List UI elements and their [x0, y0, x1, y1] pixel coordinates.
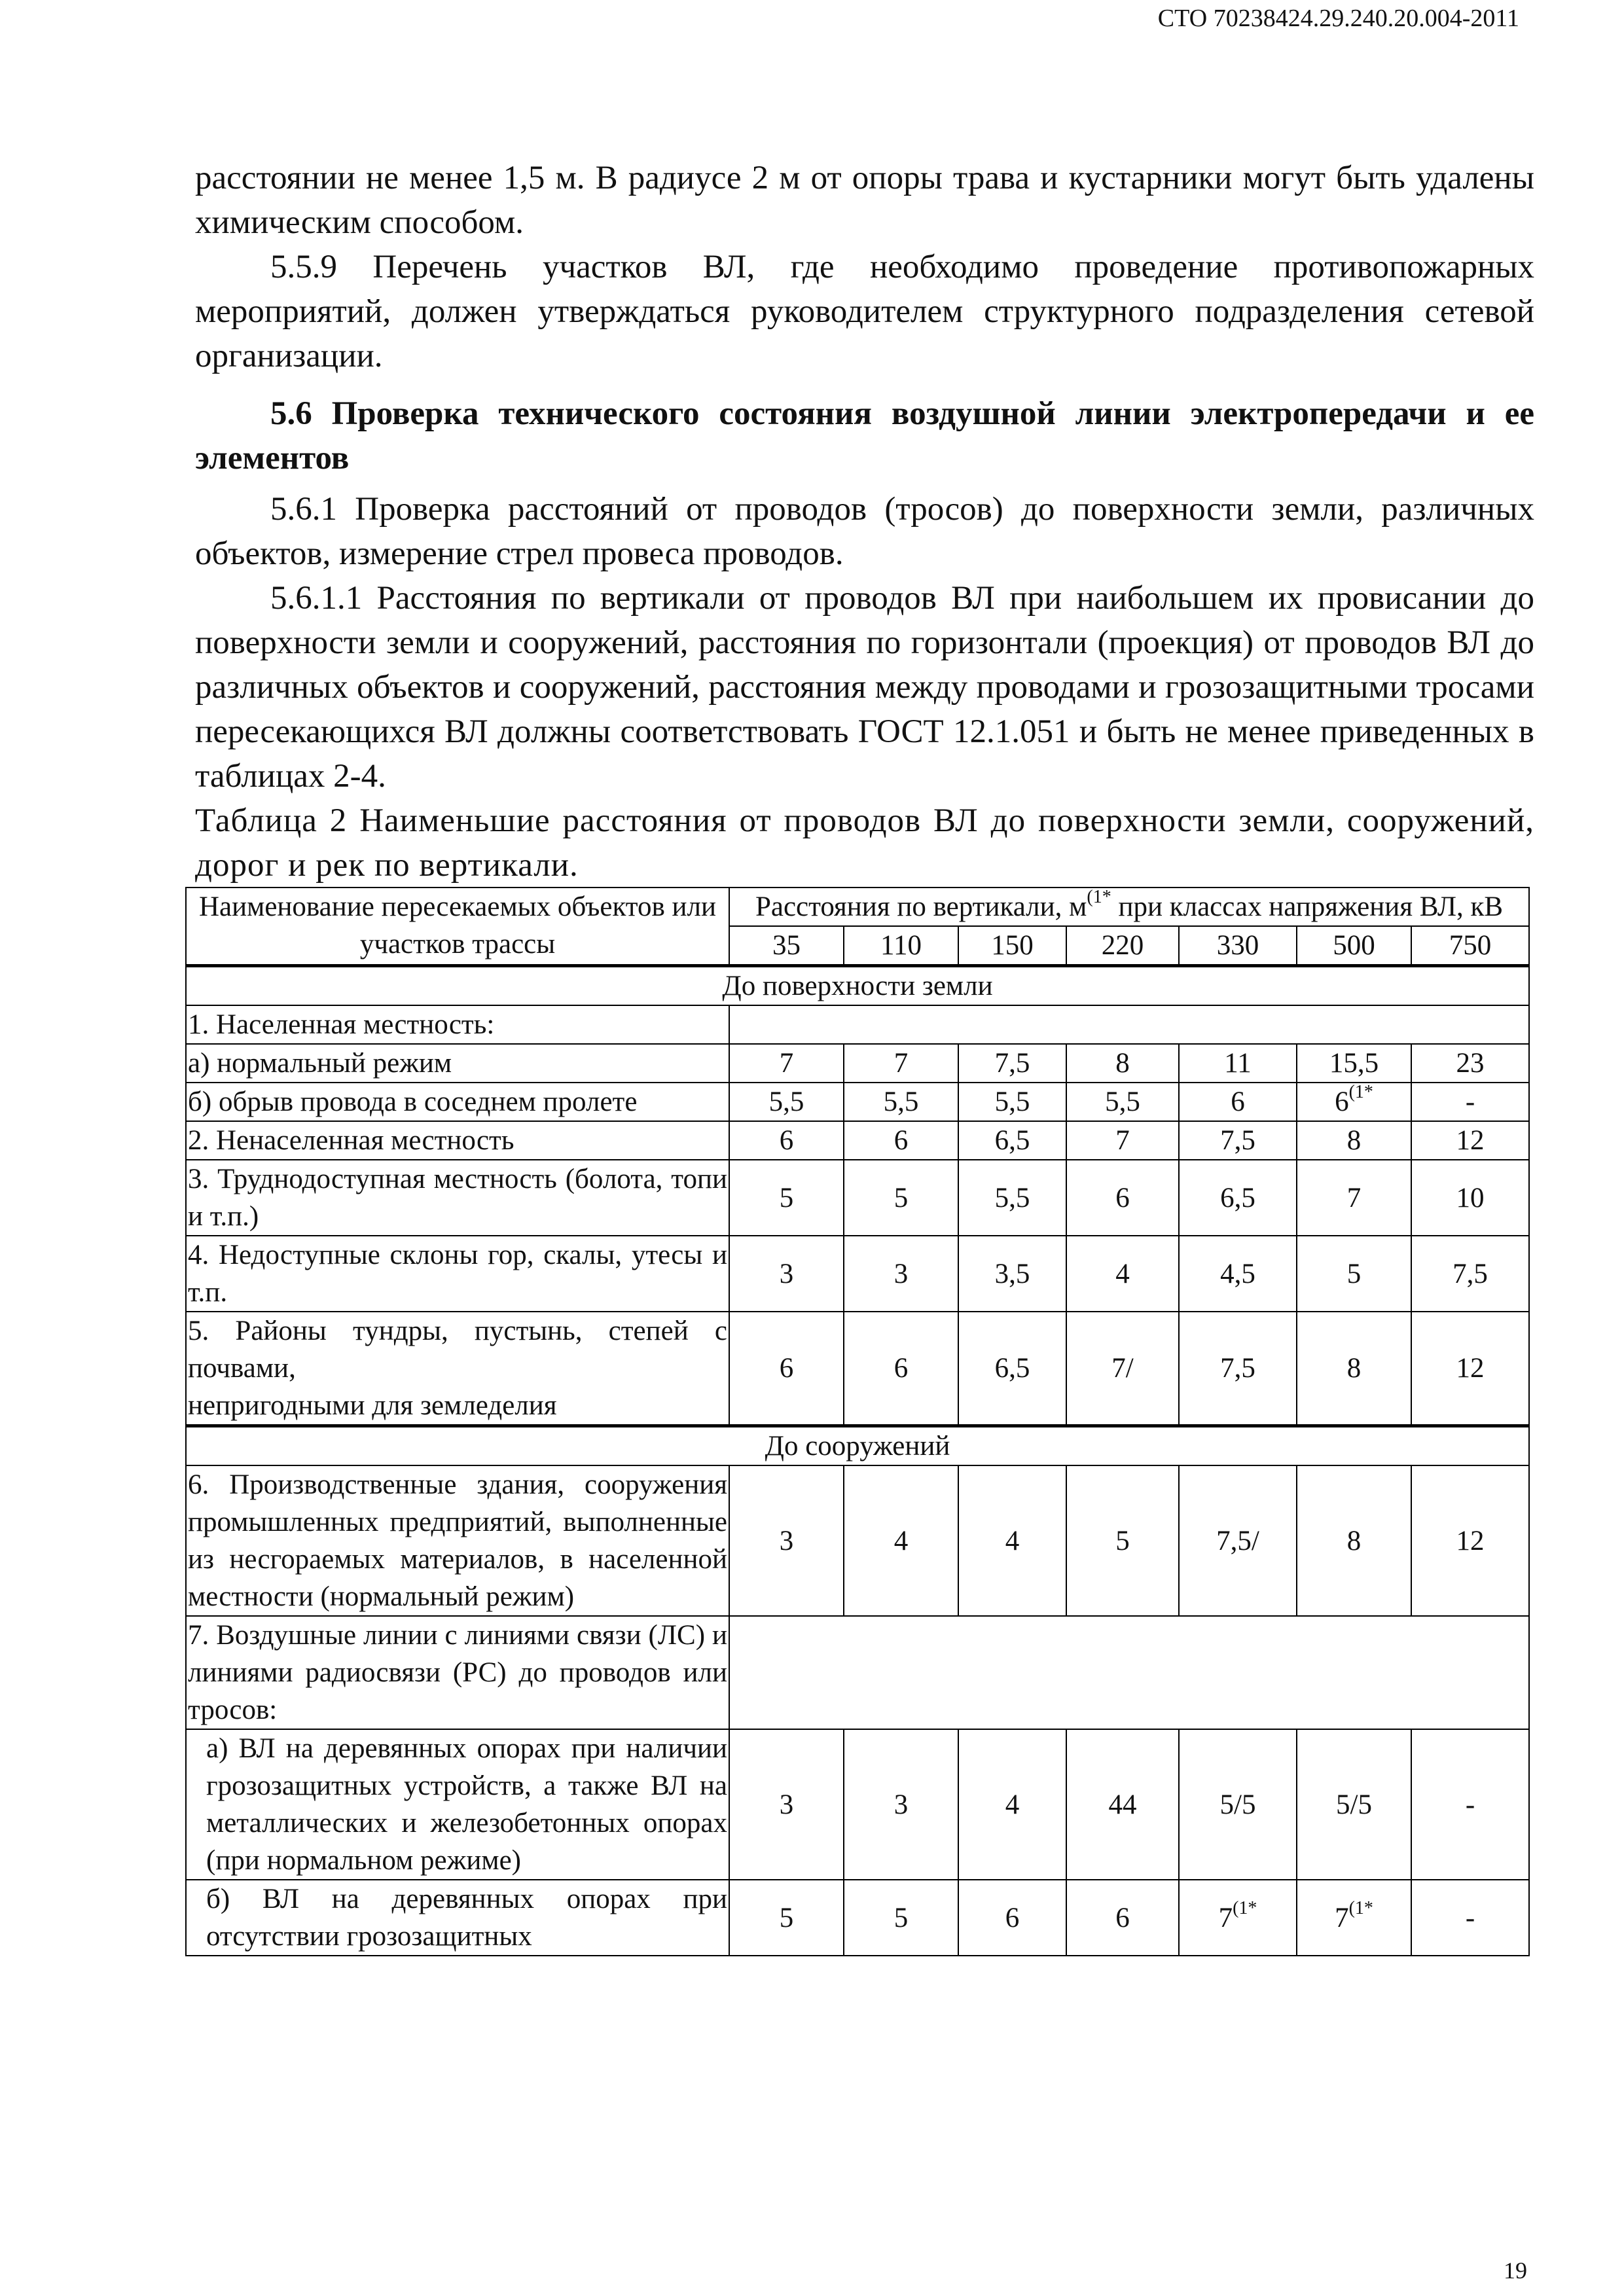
- table-cell: 6,5: [958, 1121, 1066, 1160]
- row-label-line: непригодными для земледелия: [188, 1390, 557, 1421]
- table-cell: -: [1411, 1880, 1529, 1956]
- empty-cell: [729, 1005, 1529, 1044]
- section-row-ground: [186, 966, 1529, 1006]
- table-cell: 3: [729, 1729, 844, 1880]
- table-cell: 5,5: [844, 1083, 958, 1121]
- table-cell: 7,5: [1179, 1121, 1297, 1160]
- row-label: 2. Ненаселенная местность: [186, 1121, 729, 1160]
- table-cell: 11: [1179, 1044, 1297, 1083]
- page-number: 19: [1504, 2257, 1527, 2284]
- table-cell: 5/5: [1297, 1729, 1411, 1880]
- table-cell: [1179, 1880, 1297, 1956]
- table-cell: 6: [1066, 1880, 1179, 1956]
- voltage-750: 750: [1411, 926, 1529, 966]
- table-row-1b: [186, 1083, 1529, 1121]
- table-cell: 8: [1066, 1044, 1179, 1083]
- table-cell: 6: [958, 1880, 1066, 1956]
- row-label: [186, 1312, 729, 1426]
- table-cell: 7,5: [1179, 1312, 1297, 1426]
- table-cell: 6: [1066, 1160, 1179, 1236]
- paragraph-5-6-1-1: 5.6.1.1 Расстояния по вертикали от проводов ВЛ при наибольшем их провисании до поверхности земли и сооружений, расстояния по горизонтали (проекция) от проводов ВЛ до различных объектов и сооружений, расстояния между проводами и грозозащитными тросами пересекающихся ВЛ должны соответствовать ГОСТ 12.1.051 и быть не менее приведенных в таблицах 2-4.: [195, 580, 1534, 795]
- footnote-mark: (1*: [1348, 1897, 1373, 1918]
- row-label: 1. Населенная местность:: [186, 1005, 729, 1044]
- table-cell: 7,5/: [1179, 1465, 1297, 1616]
- voltage-35: 35: [729, 926, 844, 966]
- table-row-3: [186, 1160, 1529, 1236]
- cell-value: 7: [1218, 1902, 1233, 1933]
- table-cell: 5: [729, 1880, 844, 1956]
- cell-value: 7: [1335, 1902, 1349, 1933]
- table-cell: 5,5: [1066, 1083, 1179, 1121]
- row-label: 4. Недоступные склоны гор, скалы, утесы и т.п.: [186, 1236, 729, 1312]
- row-label: 6. Производственные здания, сооружения промышленных предприятий, выполненные из несгораемых материалов, в населенной местности (нормальный режим): [186, 1465, 729, 1616]
- footnote-mark: (1*: [1087, 887, 1111, 907]
- paragraph-5-5-9: 5.5.9 Перечень участков ВЛ, где необходимо проведение противопожарных мероприятий, должен утверждаться руководителем структурного подразделения сетевой организации.: [195, 249, 1534, 374]
- table-cell: 15,5: [1297, 1044, 1411, 1083]
- table-cell: 6: [844, 1312, 958, 1426]
- table-cell: 6: [729, 1312, 844, 1426]
- table-cell: [1297, 1083, 1411, 1121]
- table-row-6: [186, 1465, 1529, 1616]
- table-cell: 4: [1066, 1236, 1179, 1312]
- voltage-110: 110: [844, 926, 958, 966]
- row-label: 3. Труднодоступная местность (болота, топи и т.п.): [186, 1160, 729, 1236]
- table-cell: 8: [1297, 1312, 1411, 1426]
- table-cell: 23: [1411, 1044, 1529, 1083]
- table-cell: 7/: [1066, 1312, 1179, 1426]
- table-cell: 5: [1066, 1465, 1179, 1616]
- table-row-5: [186, 1312, 1529, 1426]
- table-cell: 8: [1297, 1121, 1411, 1160]
- row-label: а) ВЛ на деревянных опорах при наличии грозозащитных устройств, а также ВЛ на металлических и железобетонных опорах (при нормальном режиме): [186, 1729, 729, 1880]
- document-body: [195, 156, 1534, 888]
- table-cell: 3: [844, 1729, 958, 1880]
- table-cell: 5: [729, 1160, 844, 1236]
- row-label: б) ВЛ на деревянных опорах при отсутствии грозозащитных: [186, 1880, 729, 1956]
- table-row-7: [186, 1616, 1529, 1729]
- table-cell: 7,5: [958, 1044, 1066, 1083]
- row-label: 7. Воздушные линии с линиями связи (ЛС) и линиями радиосвязи (РС) до проводов или тросов:: [186, 1616, 729, 1729]
- table-cell: -: [1411, 1729, 1529, 1880]
- section-heading-5-6: 5.6 Проверка технического состояния воздушной линии электропередачи и ее элементов: [195, 395, 1534, 476]
- section-ground-label: До поверхности земли: [186, 966, 1529, 1006]
- table-cell: 7,5: [1411, 1236, 1529, 1312]
- table-cell: 6: [729, 1121, 844, 1160]
- table-cell: 3: [729, 1465, 844, 1616]
- table-cell: 7: [1066, 1121, 1179, 1160]
- table-cell: 6: [1179, 1083, 1297, 1121]
- paragraph-fire-clearance: расстоянии не менее 1,5 м. В радиусе 2 м от опоры трава и кустарники могут быть удалены химическим способом.: [195, 160, 1534, 241]
- table-cell: 6,5: [1179, 1160, 1297, 1236]
- table-row-1: [186, 1005, 1529, 1044]
- row-label: а) нормальный режим: [186, 1044, 729, 1083]
- table-row-7a: [186, 1729, 1529, 1880]
- table-cell: 7: [844, 1044, 958, 1083]
- table-cell: 4: [844, 1465, 958, 1616]
- table-row-2: [186, 1121, 1529, 1160]
- table-cell: 12: [1411, 1465, 1529, 1616]
- table-row-7b: [186, 1880, 1529, 1956]
- table-cell: 5,5: [729, 1083, 844, 1121]
- table-cell: 3: [729, 1236, 844, 1312]
- table-cell: 7: [1297, 1160, 1411, 1236]
- column-header-group: [729, 888, 1529, 926]
- row-label-line: 5. Районы тундры, пустынь, степей с почвами,: [188, 1316, 727, 1384]
- document-code-header: СТО 70238424.29.240.20.004-2011: [1157, 5, 1519, 32]
- table-cell: 4,5: [1179, 1236, 1297, 1312]
- section-structures-label: До сооружений: [186, 1426, 1529, 1466]
- table-cell: 3: [844, 1236, 958, 1312]
- footnote-mark: (1*: [1233, 1897, 1257, 1918]
- section-row-structures: [186, 1426, 1529, 1466]
- table-cell: 5,5: [958, 1160, 1066, 1236]
- table-cell: 10: [1411, 1160, 1529, 1236]
- group-header-text-tail: при классах напряжения ВЛ, кВ: [1111, 891, 1504, 922]
- table-cell: 5,5: [958, 1083, 1066, 1121]
- voltage-500: 500: [1297, 926, 1411, 966]
- table-cell: 6,5: [958, 1312, 1066, 1426]
- table-caption: Таблица 2 Наименьшие расстояния от проводов ВЛ до поверхности земли, сооружений, дорог и рек по вертикали.: [195, 802, 1534, 884]
- voltage-330: 330: [1179, 926, 1297, 966]
- table-cell: 12: [1411, 1312, 1529, 1426]
- table-cell: 12: [1411, 1121, 1529, 1160]
- table-cell: 6: [844, 1121, 958, 1160]
- paragraph-5-6-1: 5.6.1 Проверка расстояний от проводов (тросов) до поверхности земли, различных объектов, измерение стрел провеса проводов.: [195, 491, 1534, 572]
- voltage-220: 220: [1066, 926, 1179, 966]
- table-cell: 5: [844, 1160, 958, 1236]
- voltage-150: 150: [958, 926, 1066, 966]
- table-cell: 5/5: [1179, 1729, 1297, 1880]
- group-header-text: Расстояния по вертикали, м: [755, 891, 1087, 922]
- table-cell: 44: [1066, 1729, 1179, 1880]
- table-header-row: [186, 888, 1529, 926]
- footnote-mark: (1*: [1348, 1082, 1373, 1102]
- row-label: б) обрыв провода в соседнем пролете: [186, 1083, 729, 1121]
- empty-cell: [729, 1616, 1529, 1729]
- distances-table: [185, 887, 1530, 1956]
- table-cell: 5: [1297, 1236, 1411, 1312]
- table-cell: 3,5: [958, 1236, 1066, 1312]
- cell-value: 6: [1335, 1086, 1349, 1117]
- table-row-4: [186, 1236, 1529, 1312]
- table-cell: 8: [1297, 1465, 1411, 1616]
- table-cell: 5: [844, 1880, 958, 1956]
- table-cell: 4: [958, 1729, 1066, 1880]
- table-row-1a: [186, 1044, 1529, 1083]
- table-cell: 7: [729, 1044, 844, 1083]
- table-cell: [1297, 1880, 1411, 1956]
- table-cell: 4: [958, 1465, 1066, 1616]
- table-cell: -: [1411, 1083, 1529, 1121]
- column-header-object: Наименование пересекаемых объектов или участков трассы: [186, 888, 729, 966]
